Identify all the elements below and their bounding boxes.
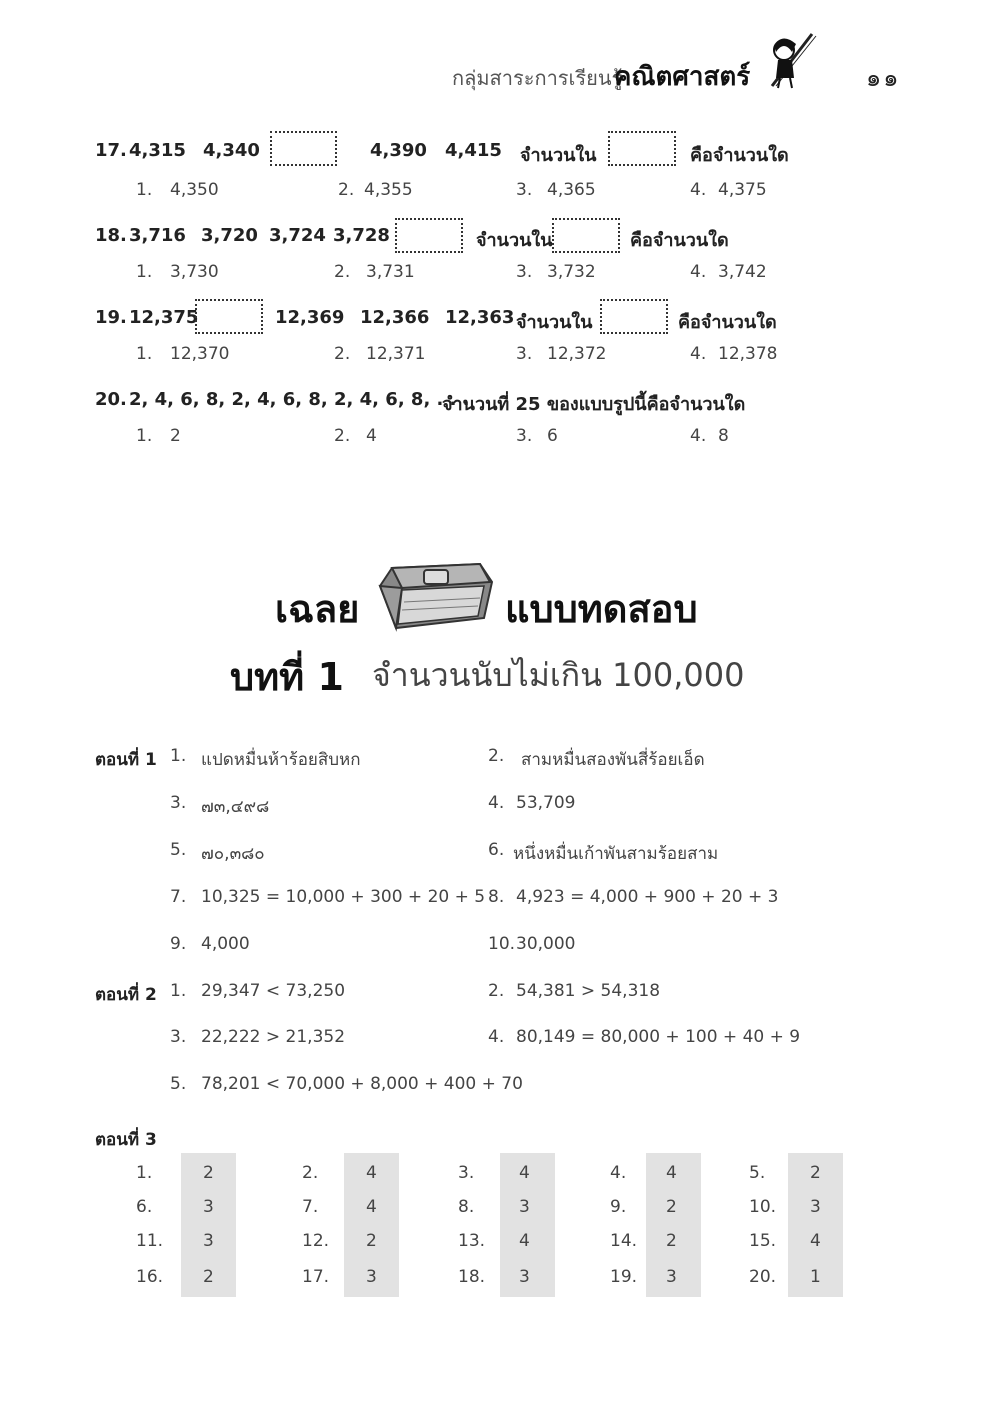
chapter-label: บทที่ 1 [230,655,344,699]
blank-box [552,218,620,253]
answer-value: 3 [666,1267,677,1287]
question-text: คือจำนวนใด [690,145,789,166]
part-2-label: ตอนที่ 2 [95,985,157,1005]
answer-number: 1. [136,1163,153,1183]
answer-value: 2 [203,1267,214,1287]
answer-number: 1. [170,981,187,1001]
answer-value: 4 [366,1197,377,1217]
choice-value: 3,730 [170,262,219,282]
question-text: จำนวนที่ 25 ของแบบรูปนี้คือจำนวนใด [442,394,746,415]
choice-number: 4. [690,262,707,282]
cartoon-girl-pencil-icon [762,28,818,90]
answer-number: 11. [136,1231,164,1251]
choice-value: 8 [718,426,729,446]
answer-number: 2. [302,1163,319,1183]
answer-value: 4 [519,1231,530,1251]
answer-value: 2 [203,1163,214,1183]
question-number: 19. [95,307,127,328]
answer-text: หนึ่งหมื่นเก้าพันสามร้อยสาม [513,844,719,864]
question-text: จำนวนใน [520,145,597,166]
sequence-value: 3,716 [129,225,186,246]
answer-number: 2. [488,746,505,766]
choice-number: 4. [690,180,707,200]
answer-text: 53,709 [516,793,576,813]
choice-number: 2. [334,344,351,364]
choice-number: 3. [516,426,533,446]
answer-value: 1 [810,1267,821,1287]
part-3-label: ตอนที่ 3 [95,1130,157,1150]
choice-value: 3,732 [547,262,596,282]
header-subject-group: กลุ่มสาระการเรียนรู้ [452,66,623,90]
choice-number: 1. [136,426,153,446]
answer-title-right: แบบทดสอบ [505,587,698,631]
answer-number: 4. [488,793,505,813]
answer-value: 3 [366,1267,377,1287]
choice-number: 3. [516,344,533,364]
answer-value: 4 [519,1163,530,1183]
sequence-value: 12,375 [129,307,199,328]
answer-number: 6. [136,1197,153,1217]
answer-number: 3. [170,1027,187,1047]
answer-number: 10. [488,934,516,954]
sequence-value: 4,340 [203,140,260,161]
answer-number: 16. [136,1267,164,1287]
answer-value: 4 [366,1163,377,1183]
choice-value: 12,372 [547,344,607,364]
choice-value: 12,371 [366,344,426,364]
answer-value: 2 [810,1163,821,1183]
choice-value: 3,731 [366,262,415,282]
choice-value: 2 [170,426,181,446]
blank-box [270,131,337,166]
sequence-value: 12,366 [360,307,430,328]
answer-text: ๗๐,๓๘๐ [201,844,265,864]
answer-number: 14. [610,1231,638,1251]
answer-number: 3. [458,1163,475,1183]
question-text: คือจำนวนใด [630,230,729,251]
answer-text: 4,923 = 4,000 + 900 + 20 + 3 [516,887,779,907]
answer-number: 8. [458,1197,475,1217]
sequence-value: 4,315 [129,140,186,161]
answer-number: 13. [458,1231,486,1251]
answer-text: ๗๓,๔๙๘ [201,797,270,817]
sequence-value: 3,728 [333,225,390,246]
answer-text: 30,000 [516,934,576,954]
answer-value: 2 [666,1231,677,1251]
answer-value: 3 [203,1231,214,1251]
question-text: คือจำนวนใด [678,312,777,333]
answer-text: 78,201 < 70,000 + 8,000 + 400 + 70 [201,1074,523,1094]
answer-number: 9. [170,934,187,954]
blank-box [600,299,668,334]
choice-number: 2. [334,426,351,446]
answer-number: 4. [488,1027,505,1047]
answer-value: 3 [203,1197,214,1217]
question-number: 17. [95,140,127,161]
answer-number: 5. [170,1074,187,1094]
answer-value: 4 [666,1163,677,1183]
answer-number: 2. [488,981,505,1001]
sequence-pattern: 2, 4, 6, 8, 2, 4, 6, 8, 2, 4, 6, 8, . . . [129,389,470,410]
sequence-value: 12,363 [445,307,515,328]
choice-number: 1. [136,180,153,200]
answer-number: 9. [610,1197,627,1217]
question-text: จำนวนใน [516,312,593,333]
choice-number: 2. [334,262,351,282]
answer-number: 12. [302,1231,330,1251]
answer-text: 22,222 > 21,352 [201,1027,346,1047]
header-subject: คณิตศาสตร์ [614,62,751,92]
answer-number: 17. [302,1267,330,1287]
answer-value: 2 [666,1197,677,1217]
choice-value: 4,375 [718,180,767,200]
question-text: จำนวนใน [476,230,553,251]
choice-number: 2. [338,180,355,200]
choice-number: 1. [136,262,153,282]
book-icon [372,556,498,634]
question-number: 18. [95,225,127,246]
answer-number: 5. [749,1163,766,1183]
choice-number: 4. [690,344,707,364]
answer-number: 4. [610,1163,627,1183]
chapter-topic: จำนวนนับไม่เกิน 100,000 [372,656,745,694]
choice-number: 3. [516,262,533,282]
answer-text: 29,347 < 73,250 [201,981,346,1001]
answer-text: แปดหมื่นห้าร้อยสิบหก [201,750,361,770]
answer-number: 20. [749,1267,777,1287]
answer-number: 7. [302,1197,319,1217]
choice-number: 3. [516,180,533,200]
answer-text: 80,149 = 80,000 + 100 + 40 + 9 [516,1027,801,1047]
answer-number: 1. [170,746,187,766]
blank-box [608,131,676,166]
answer-number: 7. [170,887,187,907]
answer-number: 8. [488,887,505,907]
answer-title-left: เฉลย [275,587,360,631]
sequence-value: 3,720 [201,225,258,246]
page-number: ๑๑ [866,64,901,92]
question-number: 20. [95,389,127,410]
choice-number: 4. [690,426,707,446]
sequence-value: 12,369 [275,307,345,328]
blank-box [195,299,263,334]
choice-value: 3,742 [718,262,767,282]
sequence-value: 3,724 [269,225,326,246]
choice-number: 1. [136,344,153,364]
sequence-value: 4,390 [370,140,427,161]
answer-text: 10,325 = 10,000 + 300 + 20 + 5 [201,887,486,907]
sequence-value: 4,415 [445,140,502,161]
answer-number: 19. [610,1267,638,1287]
answer-value: 4 [810,1231,821,1251]
answer-number: 18. [458,1267,486,1287]
part-1-label: ตอนที่ 1 [95,750,157,770]
choice-value: 12,378 [718,344,778,364]
answer-value: 3 [810,1197,821,1217]
answer-value: 3 [519,1267,530,1287]
answer-number: 5. [170,840,187,860]
answer-text: 4,000 [201,934,250,954]
choice-value: 4,365 [547,180,596,200]
blank-box [395,218,463,253]
choice-value: 6 [547,426,558,446]
answer-number: 3. [170,793,187,813]
answer-number: 10. [749,1197,777,1217]
answer-value: 3 [519,1197,530,1217]
answer-text: สามหมื่นสองพันสี่ร้อยเอ็ด [521,750,705,770]
choice-value: 12,370 [170,344,230,364]
answer-number: 15. [749,1231,777,1251]
answer-value: 2 [366,1231,377,1251]
choice-value: 4 [366,426,377,446]
answer-text: 54,381 > 54,318 [516,981,661,1001]
choice-value: 4,350 [170,180,219,200]
choice-value: 4,355 [364,180,413,200]
answer-number: 6. [488,840,505,860]
